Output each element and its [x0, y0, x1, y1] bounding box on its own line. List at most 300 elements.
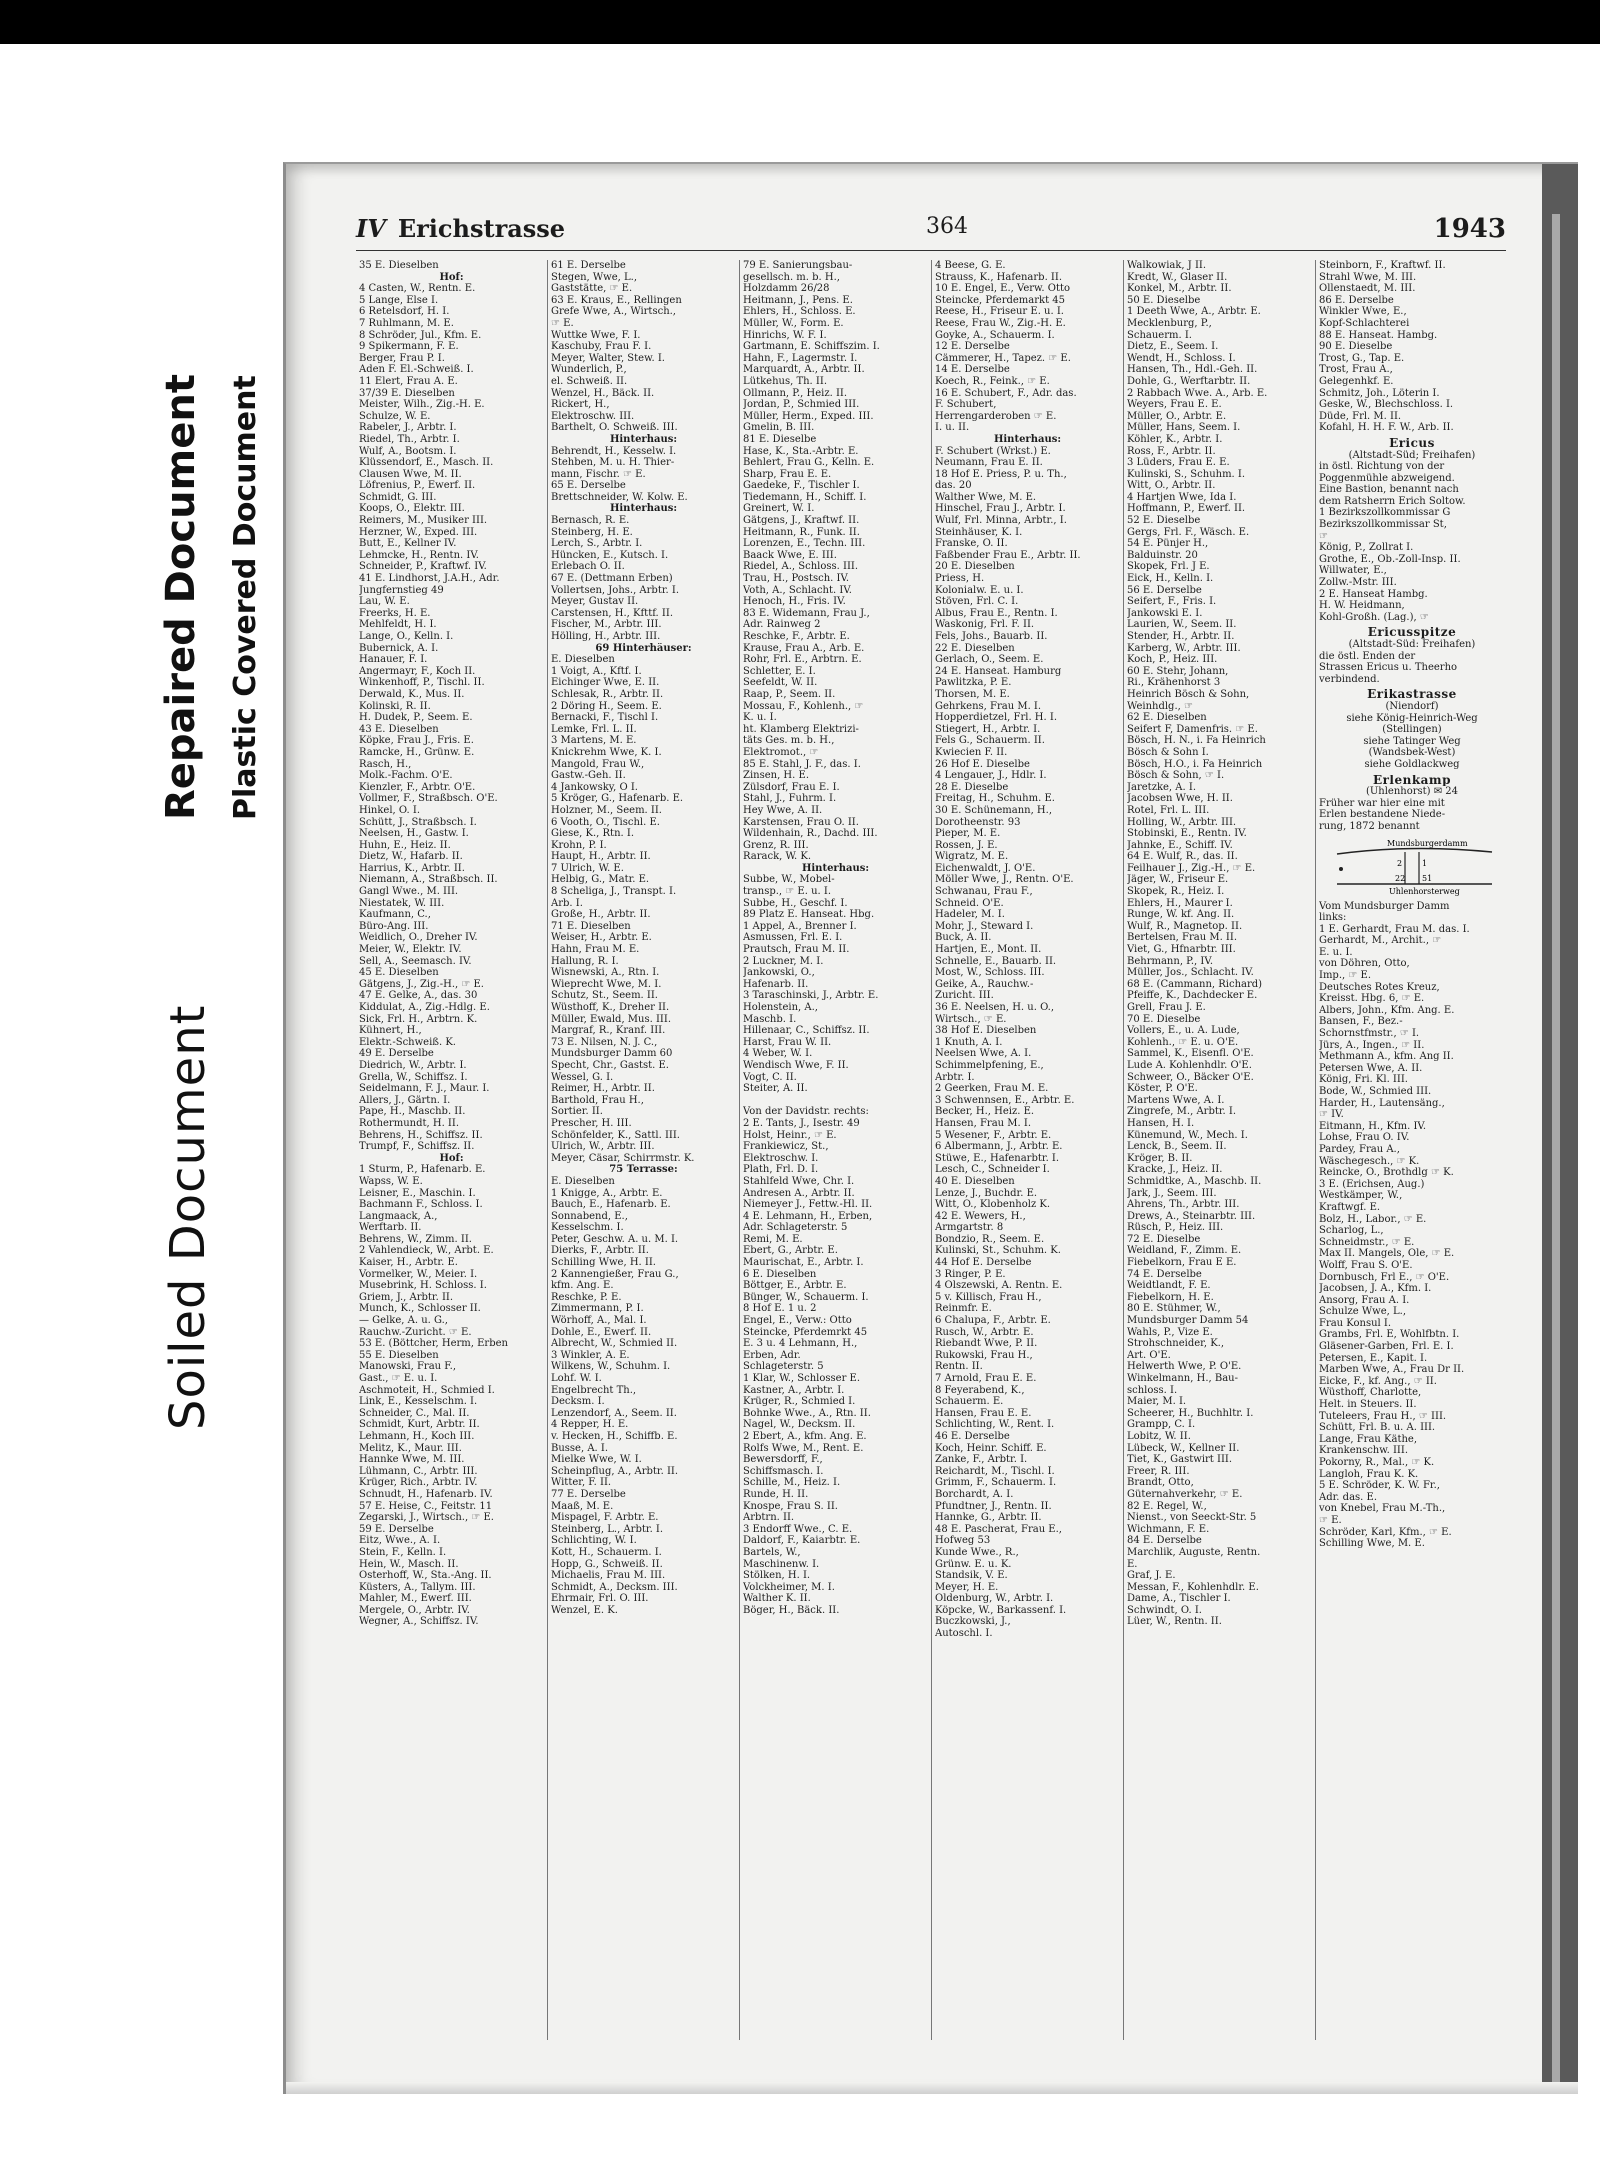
directory-entry-line: Jankowski E. I. [1127, 607, 1203, 619]
directory-entry-line: Bünger, W., Schauerm. I. [743, 1291, 869, 1303]
directory-entry-line: Frankiewicz, St., [743, 1141, 829, 1153]
directory-entry-line: Martens Wwe, A. I. [1127, 1094, 1225, 1106]
directory-entry-line: Koch, Heinr. Schiff. E. [935, 1442, 1047, 1454]
directory-entry-line: Schulze Wwe, L., [1319, 1306, 1407, 1318]
directory-entry-line: Albus, Frau E., Rentn. I. [935, 607, 1058, 619]
directory-entry-line: Vollers, E., u. A. Lude, [1127, 1025, 1240, 1037]
directory-entry-line: Margraf, R., Kranf. III. [551, 1025, 666, 1037]
directory-entry-line: Zinsen, H. E. [743, 770, 809, 782]
directory-entry-line: 59 E. Derselbe [359, 1523, 434, 1535]
directory-entry-line: 10 E. Engel, E., Verw. Otto [935, 283, 1070, 295]
directory-entry-line: F. Schubert (Wrkst.) E. [935, 445, 1051, 457]
directory-entry-line: 73 E. Nilsen, N. J. C., [551, 1036, 658, 1048]
directory-entry-line: 20 E. Dieselben [935, 561, 1015, 573]
directory-entry-line: Erlen bestandene Niede- [1319, 809, 1446, 821]
street-heading: Ericusspitze [1367, 627, 1457, 639]
directory-entry-line: Steinberg, L., Arbtr. I. [551, 1523, 664, 1535]
directory-entry-line: 8 Feyerabend, K., [935, 1384, 1025, 1396]
directory-entry-line: Dierks, F., Arbtr. II. [551, 1245, 649, 1257]
directory-entry-line: Zimmermann, P. I. [551, 1303, 644, 1315]
directory-entry-line: Skopek, R., Heiz. I. [1127, 886, 1225, 898]
directory-entry-line: Stein, F., Kelln. I. [359, 1546, 447, 1558]
directory-entry-line: Weinhdlg., ☞ [1127, 700, 1193, 712]
directory-entry-line: Pfeiffe, K., Dachdecker E. [1127, 990, 1258, 1002]
directory-entry-line: von Döhren, Otto, [1319, 958, 1410, 970]
directory-entry-line: Subbe, W., Mobel- [743, 874, 835, 886]
directory-entry-line: ☞ E. [551, 317, 574, 329]
page-number: 364 [926, 214, 968, 239]
directory-entry-line: Wunderlich, P., [551, 364, 627, 376]
directory-entry-line: 4 Beese, G. E. [935, 260, 1006, 271]
directory-entry-line: Schmidt, G. III. [359, 491, 437, 503]
directory-entry-line: von Knebel, Frau M.-Th., [1319, 1503, 1446, 1515]
directory-entry-line: 72 E. Dieselbe [1127, 1233, 1201, 1245]
directory-entry-line: 3 Ringer, P. E. [935, 1268, 1006, 1280]
directory-entry-line: Lenzendorf, A., Seem. II. [551, 1407, 677, 1419]
directory-entry-line: 5 v. Killisch, Frau H., [935, 1291, 1042, 1303]
directory-entry-line: Wuttke Wwe, F. I. [551, 329, 641, 341]
directory-entry-line: Leisner, E., Maschin. I. [359, 1187, 476, 1199]
directory-entry-line: Brettschneider, W. Kolw. E. [551, 491, 688, 503]
directory-entry-line: Bolz, H., Labor., ☞ E. [1319, 1213, 1427, 1225]
directory-entry-line: Rotel, Frl. L. III. [1127, 804, 1210, 816]
directory-entry-line: Schneider, P., Kraftwf. IV. [359, 561, 487, 573]
directory-entry-line: Weidlich, O., Dreher IV. [359, 932, 478, 944]
directory-entry-line: Fischer, M., Arbtr. III. [551, 619, 662, 631]
directory-entry-line: Lobitz, W. II. [1127, 1430, 1191, 1442]
directory-entry-line: 69 Hinterhäuser: [595, 642, 692, 654]
directory-entry-line: 40 E. Dieselben [935, 1175, 1015, 1187]
directory-entry-line: E. Dieselben [551, 654, 615, 666]
directory-entry-line [743, 1095, 928, 1107]
directory-entry-line: Hahn, Frau M. E. [551, 944, 640, 956]
directory-entry-line: Walther Wwe, M. E. [935, 491, 1037, 503]
directory-entry-line: Asmussen, Frl. E. I. [743, 932, 843, 944]
directory-entry-line: 79 E. Sanierungsbau- [743, 260, 853, 271]
directory-entry-line: Jark, J., Seem. III. [1127, 1187, 1217, 1199]
directory-entry-line: Kulinski, S., Schuhm. I. [1127, 468, 1246, 480]
directory-entry-line: Lenze, J., Buchdr. E. [935, 1187, 1038, 1199]
directory-entry-line: Lehmann, H., Koch III. [359, 1430, 475, 1442]
directory-entry-line: Molk.-Fachm. O'E. [359, 770, 453, 782]
directory-entry-line: kfm. Ang. E. [551, 1280, 614, 1292]
directory-entry-line: 2 E. Hanseat Hambg. [1319, 588, 1428, 600]
directory-entry-line: Tuteleers, Frau H., ☞ III. [1319, 1410, 1447, 1422]
directory-entry-line: 11 Elert, Frau A. E. [359, 375, 458, 387]
directory-entry-line: Koch, P., Heiz. III. [1127, 654, 1218, 666]
directory-entry-line: Mahler, M., Ewerf. III. [359, 1593, 472, 1605]
directory-entry-line: Westkämper, W., [1319, 1190, 1403, 1202]
directory-entry-line: 67 E. (Dettmann Erben) [551, 573, 673, 585]
directory-entry-line: Steiter, A. II. [743, 1083, 808, 1095]
directory-entry-line: 3 Winkler, A. E. [551, 1349, 630, 1361]
directory-entry-line: Engelbrecht Th., [551, 1384, 637, 1396]
directory-entry-line: Pape, H., Maschb. II. [359, 1106, 466, 1118]
directory-entry-line: Gehrkens, Frau M. I. [935, 700, 1042, 712]
directory-entry-line: 1 Deeth Wwe, A., Arbtr. E. [1127, 306, 1261, 318]
directory-entry-line: Geike, A., Rauchw.- [935, 978, 1034, 990]
directory-entry-line: Runge, W. kf. Ang. II. [1127, 909, 1235, 921]
plastic-covered-document-stamp: Plastic Covered Document [228, 375, 263, 820]
directory-entry-line: Vollertsen, Johs., Arbtr. I. [551, 584, 680, 596]
directory-entry-line: 4 Lengauer, J., Hdlr. I. [935, 770, 1047, 782]
directory-entry-line: Wilkens, W., Schuhm. I. [551, 1361, 671, 1373]
directory-entry-line: Dorotheenstr. 93 [935, 816, 1021, 828]
directory-entry-line: Lange, Frau Käthe, [1319, 1433, 1418, 1445]
directory-entry-line: Walkowiak, J II. [1127, 260, 1207, 271]
directory-entry-line: 1 Klar, W., Schlosser E. [743, 1373, 861, 1384]
directory-entry-line: 50 E. Dieselbe [1127, 294, 1201, 306]
map-number: 51 [1422, 873, 1433, 883]
directory-entry-line: Lorenzen, E., Techn. III. [743, 538, 866, 550]
directory-entry-line: Hansen, Frau M. I. [935, 1117, 1031, 1129]
directory-entry-line: König, Fri. Kl. III. [1319, 1074, 1408, 1086]
directory-entry-line: Kröger, B. II. [1127, 1152, 1193, 1164]
directory-entry-line: 82 E. Regel, W., [1127, 1500, 1207, 1512]
directory-entry-line: I. u. II. [935, 422, 970, 434]
directory-entry-line: Tiedemann, H., Schiff. I. [743, 491, 867, 503]
directory-entry-line: Cämmerer, H., Tapez. ☞ E. [935, 352, 1071, 364]
directory-entry-line: Wulf, Frl. Minna, Arbtr., I. [935, 515, 1067, 527]
directory-entry-line: Schwanau, Frau F., [935, 886, 1033, 898]
soiled-document-stamp: Soiled Document [160, 1004, 216, 1430]
directory-entry-line: Vormelker, W., Meier. I. [359, 1268, 478, 1280]
directory-entry-line: 2 Kannengießer, Frau G., [551, 1268, 679, 1280]
directory-entry-line: Hof: [439, 1152, 464, 1164]
directory-entry-line: Stüwe, E., Hafenarbtr. I. [935, 1152, 1060, 1164]
directory-entry-line: Büro-Ang. III. [359, 920, 429, 932]
directory-entry-line: Jacobsen, J. A., Kfm. I. [1319, 1283, 1432, 1295]
directory-entry-line: Schornstfmstr., ☞ I. [1319, 1028, 1420, 1040]
directory-entry-line: Hahn, F., Lagermstr. I. [743, 352, 858, 364]
directory-entry-line: Trost, G., Tap. E. [1319, 352, 1405, 364]
directory-entry-line: 6 Albermann, J., Arbtr. E. [935, 1141, 1063, 1153]
directory-entry-line: Heitmann, R., Funk. II. [743, 526, 860, 538]
directory-entry-line: 4 Hartjen Wwe, Ida I. [1127, 491, 1237, 503]
directory-entry-line: Hey Wwe, A. II. [743, 804, 823, 816]
page-header [356, 214, 1506, 251]
directory-entry-line: Greinert, W. I. [743, 503, 815, 515]
directory-entry-line: 1 Voigt, A., Kftf. I. [551, 665, 642, 677]
directory-entry-line: Von der Davidstr. rechts: [743, 1106, 869, 1118]
directory-entry-line: Haupt, H., Arbtr. II. [551, 851, 651, 863]
directory-entry-line: 68 E. (Cammann, Richard) [1127, 978, 1263, 990]
directory-entry-line: Kesselschm. I. [551, 1222, 624, 1234]
directory-entry-line: Sell, A., Seemasch. IV. [359, 955, 472, 967]
directory-entry-line: Mehlfeldt, H. I. [359, 619, 437, 631]
directory-entry-line: Kraftwgf. E. [1319, 1201, 1381, 1213]
directory-entry-line: ht. Klamberg Elektrizi- [743, 723, 859, 735]
directory-entry-line: Hase, K., Sta.-Arbtr. E. [743, 445, 859, 457]
directory-entry-line: Dietz, W., Hafarb. II. [359, 851, 463, 863]
directory-entry-line: 56 E. Derselbe [1127, 584, 1202, 596]
directory-entry-line: v. Hecken, H., Schiffb. E. [551, 1430, 678, 1442]
directory-entry-line: 4 Jankowsky, O I. [551, 781, 638, 793]
directory-entry-line: Heinrich Bösch & Sohn, [1127, 688, 1250, 700]
directory-entry-line: Bösch & Sohn I. [1127, 746, 1209, 758]
directory-entry-line: Arbtr. I. [935, 1071, 975, 1083]
directory-entry-line: Hafenarb. II. [743, 978, 809, 990]
directory-entry-line: Borchardt, A. I. [935, 1488, 1014, 1500]
directory-entry-line: Jäger, W., Friseur E. [1127, 874, 1229, 886]
directory-entry-line: Krankenschw. III. [1319, 1445, 1409, 1457]
directory-entry-line: el. Schweiß. II. [551, 375, 628, 387]
directory-entry-line: Hinrichs, W. F. I. [743, 329, 827, 341]
directory-entry-line: 2 Döring H., Seem. E. [551, 700, 662, 712]
directory-entry-line: Gätgens, J., Kraftwf. II. [743, 515, 860, 527]
directory-entry-line: Henoch, H., Fris. IV. [743, 596, 846, 608]
directory-entry-line: Reimers, M., Musiker III. [359, 515, 488, 527]
directory-entry-line: Buczkowski, J., [935, 1616, 1011, 1628]
directory-entry-line: Müller, Ewald, Mus. III. [551, 1013, 672, 1025]
directory-entry-line: (Niendorf) [1385, 700, 1439, 712]
directory-entry-line: Hopperdietzel, Frl. H. I. [935, 712, 1058, 724]
directory-entry-line: Baack Wwe, E. III. [743, 549, 837, 561]
directory-entry-line: Lüer, W., Rentn. II. [1127, 1616, 1222, 1628]
directory-entry-line: Lenck, B., Seem. II. [1127, 1141, 1227, 1153]
directory-entry-line: verbindend. [1319, 673, 1380, 685]
directory-entry-line: 24 E. Hanseat. Hamburg [935, 665, 1062, 677]
directory-entry-line: Köhler, K., Arbtr. I. [1127, 433, 1223, 445]
directory-entry-line: 86 E. Derselbe [1319, 294, 1394, 306]
directory-entry-line: Balduinstr. 20 [1127, 549, 1198, 561]
directory-entry-line: 12 E. Derselbe [935, 341, 1010, 353]
directory-entry-line: Mundsburger Damm 60 [551, 1048, 673, 1060]
directory-entry-line: Griem, J., Arbtr. II. [359, 1291, 454, 1303]
directory-entry-line: H. Dudek, P., Seem. E. [359, 712, 473, 724]
directory-entry-line: ☞ [1319, 530, 1328, 542]
directory-entry-line: 1 Bezirkszollkommissar G [1319, 507, 1451, 519]
directory-entry-line: Franske, O. II. [935, 538, 1008, 550]
directory-entry-line: Schönfelder, K., Sattl. III. [551, 1129, 680, 1141]
directory-entry-line: Strohschneider, K., [1127, 1338, 1225, 1350]
directory-entry-line: Rauchw.-Zuricht. ☞ E. [359, 1326, 472, 1338]
directory-entry-line: 7 Ulrich, W. E. [551, 862, 624, 874]
directory-entry-line: Stender, H., Arbtr. II. [1127, 631, 1235, 642]
directory-entry-line: Aden F. El.-Schweiß. I. [359, 364, 474, 376]
directory-entry-line: Große, H., Arbtr. II. [551, 909, 651, 921]
directory-entry-line: Krohn, P. I. [551, 839, 607, 851]
directory-entry-line: 65 E. Derselbe [551, 480, 626, 492]
directory-entry-line: Wildenhain, R., Dachd. III. [743, 828, 878, 840]
directory-entry-line: Freitag, H., Schuhm. E. [935, 793, 1055, 805]
directory-entry-line: Weyers, Frau E. E. [1127, 399, 1222, 411]
directory-entry-line: Winkelmann, H., Bau- [1127, 1373, 1238, 1384]
directory-entry-line: Koech, R., Feink., ☞ E. [935, 375, 1050, 387]
directory-entry-line: Harrius, K., Arbtr. II. [359, 862, 465, 874]
directory-entry-line: Wolff, Frau S. O'E. [1319, 1259, 1413, 1271]
directory-entry-line: 77 E. Derselbe [551, 1488, 626, 1500]
directory-entry-line: Stobinski, E., Rentn. IV. [1127, 828, 1247, 840]
directory-entry-line: Rickert, H., [551, 399, 610, 411]
directory-entry-line: 3 Lüders, Frau E. E. [1127, 457, 1230, 469]
directory-entry-line: Kohlenh., ☞ E. u. O'E. [1127, 1036, 1239, 1048]
directory-entry-line: Schilling Wwe, M. E. [1319, 1538, 1425, 1550]
directory-entry-line: Busse, A. I. [551, 1442, 609, 1454]
directory-entry-line: Schlichting, W. I. [551, 1535, 637, 1547]
directory-entry-line: Ulrich, W., Arbtr. III. [551, 1141, 655, 1153]
column-6 [1316, 260, 1508, 2040]
directory-entry-line: Ramcke, H., Grünw. E. [359, 746, 475, 758]
directory-entry-line: Butt, E., Kellner IV. [359, 538, 457, 550]
directory-entry-line: Graf, J. E. [1127, 1570, 1176, 1582]
directory-entry-line: Gaststätte, ☞ E. [551, 283, 633, 295]
directory-entry-line: Pawlitzka, P. E. [935, 677, 1012, 689]
directory-entry-line: Behrendt, H., Kesselw. I. [551, 445, 677, 457]
directory-entry-line: Deutsches Rotes Kreuz, [1319, 981, 1440, 993]
directory-entry-line: Hoffmann, P., Ewerf. II. [1127, 503, 1246, 515]
map-number: 2 [1397, 858, 1403, 868]
directory-entry-line: Marquardt, A., Arbtr. II. [743, 364, 865, 376]
directory-entry-line: 75 Terrasse: [609, 1164, 678, 1176]
directory-entry-line: täts Ges. m. b. H., [743, 735, 835, 747]
directory-entry-line: Lohse, Frau O. IV. [1319, 1132, 1410, 1144]
directory-entry-line: Reimer, H., Arbtr. II. [551, 1083, 655, 1095]
directory-entry-line: Clausen Wwe, M. II. [359, 468, 462, 480]
directory-entry-line: Prescher, H. III. [551, 1117, 632, 1129]
directory-entry-line: Mundsburger Damm 54 [1127, 1315, 1249, 1327]
directory-entry-line: Kopf-Schlachterei [1319, 317, 1410, 329]
directory-entry-line: Freerks, H. E. [359, 607, 431, 619]
directory-entry-line: Erlebach O. II. [551, 561, 625, 573]
directory-entry-line: Engel, E., Verw.: Otto [743, 1315, 852, 1327]
directory-entry-line: Grefe Wwe, A., Wirtsch., [551, 306, 676, 318]
directory-entry-line: 8 Scheliga, J., Transpt. I. [551, 886, 677, 898]
directory-entry-line: Köpcke, W., Barkassenf. I. [935, 1604, 1067, 1616]
directory-entry-line: Rasch, H., [359, 758, 412, 770]
directory-entry-line: 28 E. Dieselbe [935, 781, 1009, 793]
directory-entry-line: Subbe, H., Geschf. I. [743, 897, 848, 909]
directory-entry-line: Peter, Geschw. A. u. M. I. [551, 1233, 679, 1245]
directory-entry-line: Remi, M. E. [743, 1233, 803, 1245]
directory-entry-line: Konkel, M., Arbtr. II. [1127, 283, 1232, 295]
directory-entry-line: Riedel, Th., Arbtr. I. [359, 433, 460, 445]
directory-entry-line: Werftarb. II. [359, 1222, 422, 1234]
directory-entry-line: Kulinski, St., Schuhm. K. [935, 1245, 1061, 1257]
directory-entry-line: Schmidt, A., Decksm. III. [551, 1581, 678, 1593]
directory-entry-line: Wäschegesch., ☞ K. [1319, 1155, 1420, 1167]
directory-entry-line: Rabeler, J., Arbtr. I. [359, 422, 457, 434]
directory-entry-line: Steinborn, F., Kraftwf. II. [1319, 260, 1446, 271]
directory-entry-line: H. W. Heidmann, [1319, 600, 1405, 612]
column-2 [548, 260, 740, 2040]
directory-entry-line: Lohf. W. I. [551, 1373, 602, 1384]
directory-entry-line: Skopek, Frl. J E. [1127, 561, 1210, 573]
directory-entry-line: Ebert, G., Arbtr. E. [743, 1245, 838, 1257]
directory-entry-line: Manowski, Frau F., [359, 1361, 457, 1373]
directory-entry-line: Weiser, H., Arbtr. E. [551, 932, 652, 944]
directory-entry-line: 2 Vahlendieck, W., Arbt. E. [359, 1245, 494, 1257]
street-title: Erichstrasse [397, 214, 566, 243]
directory-entry-line: Schiffsmasch. I. [743, 1465, 824, 1477]
repaired-document-stamp: Repaired Document [158, 374, 204, 820]
directory-entry-line: Zuricht. III. [935, 990, 994, 1002]
directory-entry-line: 71 E. Dieselben [551, 920, 631, 932]
directory-entry-line: Maurischat, E., Arbtr. I. [743, 1257, 864, 1269]
directory-entry-line: 89 Platz E. Hanseat. Hbg. [743, 909, 875, 921]
directory-entry-line: Krüger, R., Schmied I. [743, 1396, 856, 1408]
directory-entry-line: Behrens, H., Schiffsz. II. [359, 1129, 483, 1141]
directory-entry-line: Lübeck, W., Kellner II. [1127, 1442, 1240, 1454]
directory-entry-line: schloss. I. [1127, 1384, 1178, 1396]
directory-entry-line: Wörhoff, A., Mal. I. [551, 1315, 647, 1327]
directory-entry-line: Lerch, S., Arbtr. I. [551, 538, 643, 550]
directory-entry-line: Nienst., von Seeckt-Str. 5 [1127, 1512, 1257, 1524]
directory-entry-line: Wisnewski, A., Rtn. I. [551, 967, 660, 979]
directory-entry-line: 35 E. Dieselben [359, 260, 439, 271]
directory-entry-line: Jungfernstieg 49 [359, 584, 444, 596]
directory-entry-line: Wendisch Wwe, F. II. [743, 1059, 849, 1071]
directory-entry-line: Vollmer, F., Straßbsch. O'E. [359, 793, 498, 805]
directory-entry-line: Kofahl, H. H. F. W., Arb. II. [1319, 422, 1454, 434]
directory-entry-line: Langmaack, A., [359, 1210, 438, 1222]
directory-entry-line: 6 E. Dieselben [743, 1268, 817, 1280]
directory-entry-line: Wichmann, F. E. [1127, 1523, 1210, 1535]
directory-entry-line: Zanke, F., Arbtr. I. [935, 1454, 1028, 1466]
directory-entry-line: Stegen, Wwe, L., [551, 271, 638, 283]
directory-entry-line: Zingrefe, M., Arbtr. I. [1127, 1106, 1237, 1118]
directory-entry-line: Schlageterstr. 5 [743, 1361, 824, 1373]
directory-entry-line: Schwindt, O. I. [1127, 1604, 1202, 1616]
directory-entry-line: Maaß, M. E. [551, 1500, 614, 1512]
directory-entry-line: 60 E. Stehr, Johann, [1127, 665, 1229, 677]
directory-entry-line: Wenzel, H., Bäck. II. [551, 387, 655, 399]
directory-entry-line: Albers, John., Kfm. Ang. E. [1319, 1004, 1455, 1016]
directory-entry-line: Harst, Frau W. II. [743, 1036, 832, 1048]
directory-entry-line: Maschinenw. I. [743, 1558, 820, 1570]
directory-entry-line: Brandt, Otto, [1127, 1477, 1194, 1489]
directory-entry-line: Ansorg, Frau A. I. [1319, 1294, 1410, 1306]
directory-entry-line: Hannke, G., Arbtr. II. [935, 1512, 1042, 1524]
directory-entry-line: Gätgens, J., Zig.-H., ☞ E. [359, 978, 484, 990]
directory-entry-line: Meyer, Gustav II. [551, 596, 639, 608]
directory-entry-line: Schauerm. I. [1127, 329, 1192, 341]
directory-entry-line: Witt, O., Klobenholz K. [935, 1199, 1051, 1211]
directory-entry-line: Schmidtke, A., Maschb. II. [1127, 1175, 1262, 1187]
directory-entry-line: Schletter, E. I. [743, 665, 816, 677]
directory-entry-line: Seifert F, Damenfris. ☞ E. [1127, 723, 1258, 735]
directory-entry-line: Schimmelpfening, E., [935, 1059, 1044, 1071]
directory-entry-line: dem Ratsherrn Erich Soltow. [1319, 495, 1466, 507]
directory-entry-line: Methmann A., kfm. Ang II. [1319, 1051, 1454, 1063]
directory-entry-line: Hinterhaus: [609, 433, 678, 445]
directory-entry-line: Wirtsch., ☞ E. [935, 1013, 1007, 1025]
directory-entry-line: Elektroschw. III. [551, 410, 635, 422]
directory-entry-line: Eitmann, H., Kfm. IV. [1319, 1120, 1427, 1132]
directory-entry-line: Andresen A., Arbtr. II. [743, 1187, 855, 1199]
directory-entry-line: Priess, H. [935, 573, 985, 585]
directory-entry-line: Schutz, St., Seem. II. [551, 990, 658, 1002]
directory-entry-line: Klüssendorf, E., Masch. II. [359, 457, 494, 469]
directory-entry-line: Neelsen, H., Gastw. I. [359, 828, 469, 840]
column-3 [740, 260, 932, 2040]
directory-entry-line: Strahl Wwe, M. III. [1319, 271, 1417, 283]
directory-entry-line: Dohle, E., Ewerf. II. [551, 1326, 652, 1338]
directory-entry-line: Michaelis, Frau M. III. [551, 1570, 666, 1582]
directory-entry-line: Schnudt, H., Hafenarb. IV. [359, 1488, 493, 1500]
directory-entry-line: 6 Vooth, O., Tischl. E. [551, 816, 660, 828]
map-street-bottom: Uhlenhorsterweg [1389, 886, 1460, 896]
directory-entry-line: 64 E. Wulf, R., das. II. [1127, 851, 1238, 863]
directory-entry-line: Bösch & Sohn, ☞ I. [1127, 770, 1225, 782]
scanner-top-bar [0, 0, 1600, 44]
directory-entry-line: Schmidt, Kurt, Arbtr. II. [359, 1419, 480, 1431]
directory-entry-line: Gergs, Frl. F., Wäsch. E. [1127, 526, 1250, 538]
directory-entry-line: Jankowski, O., [743, 967, 815, 979]
directory-entry-line: Krüger, Rich., Arbtr. IV. [359, 1477, 478, 1489]
directory-entry-line: 8 Schröder, Jul., Kfm. E. [359, 329, 482, 341]
directory-entry-line: Kastner, A., Arbtr. I. [743, 1384, 845, 1396]
